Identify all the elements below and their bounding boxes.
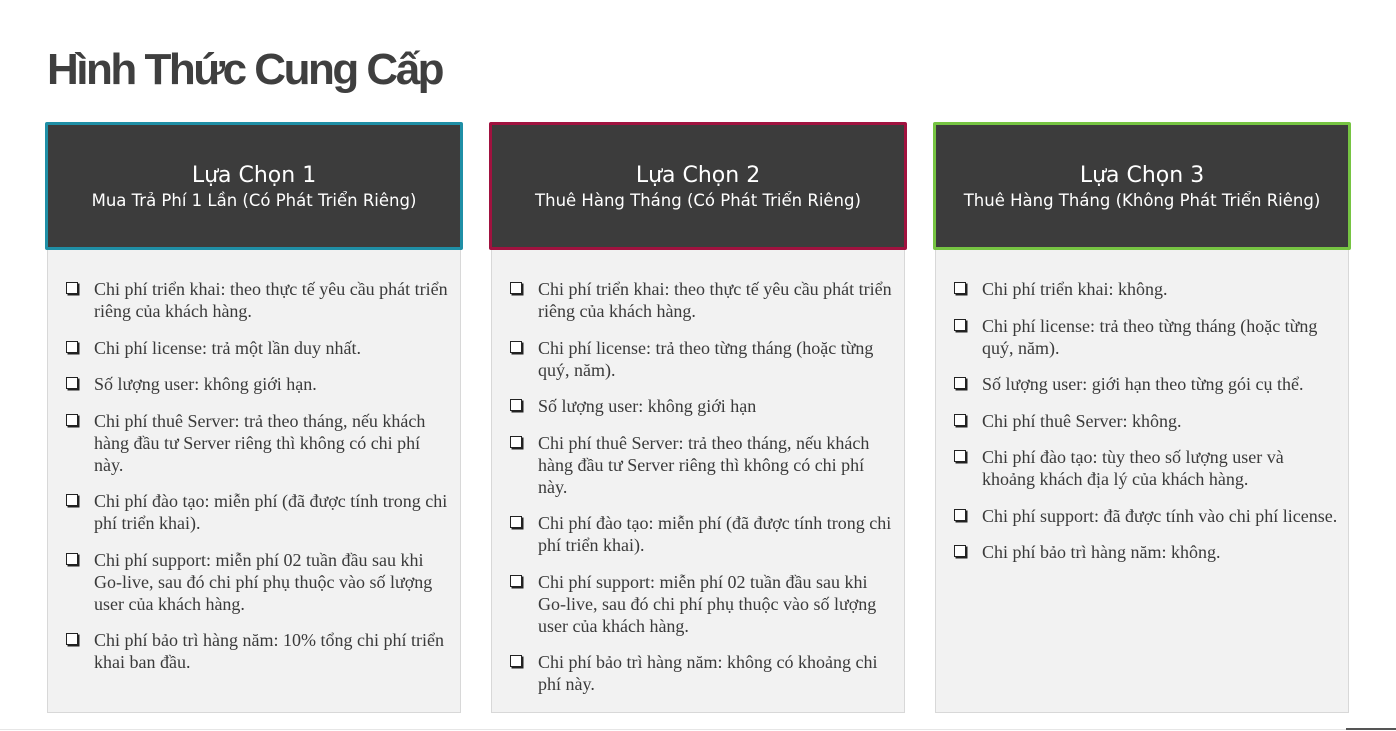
list-item-text: Chi phí đào tạo: miễn phí (đã được tính trong chi phí triển khai). — [538, 513, 892, 555]
list-item — [64, 490, 450, 534]
list-item-text: Chi phí bảo trì hàng năm: không có khoảng chi phí này. — [538, 652, 878, 694]
option-title: Lựa Chọn 3 — [1079, 163, 1205, 188]
option-title: Lựa Chọn 1 — [191, 163, 317, 188]
list-item — [64, 549, 450, 615]
list-item-text: Chi phí license: trả một lần duy nhất. — [94, 337, 361, 358]
list-item — [508, 337, 894, 381]
list-item — [508, 278, 894, 322]
checkbox-icon — [510, 516, 522, 528]
list-item — [64, 629, 450, 673]
footer-divider — [0, 729, 1396, 730]
list-item — [508, 512, 894, 556]
checkbox-icon — [954, 509, 966, 521]
option-card-2 — [489, 122, 907, 713]
checkbox-icon — [66, 494, 78, 506]
checkbox-icon — [510, 575, 522, 587]
list-item-text: Chi phí license: trả theo từng tháng (hoặc từng quý, năm). — [982, 315, 1318, 358]
checkbox-icon — [954, 414, 966, 426]
checkbox-icon — [954, 450, 966, 462]
checkbox-icon — [510, 436, 522, 448]
option-card-body — [491, 250, 905, 713]
checkbox-icon — [66, 553, 78, 565]
checkbox-icon — [66, 377, 78, 389]
list-item — [952, 373, 1338, 395]
list-item-text: Chi phí triển khai: theo thực tế yêu cầu phát triển riêng của khách hàng. — [94, 279, 448, 321]
list-item-text: Số lượng user: không giới hạn — [538, 396, 757, 416]
option-card-1 — [45, 122, 463, 713]
option-item-list — [64, 278, 450, 673]
list-item — [508, 651, 894, 695]
checkbox-icon — [510, 282, 522, 294]
list-item-text: Chi phí bảo trì hàng năm: 10% tổng chi phí triển khai ban đầu. — [94, 630, 444, 672]
list-item — [64, 278, 450, 322]
list-item — [64, 410, 450, 476]
checkbox-icon — [954, 282, 966, 294]
option-subtitle: Thuê Hàng Tháng (Không Phát Triển Riêng) — [963, 191, 1321, 210]
list-item — [952, 410, 1338, 432]
checkbox-icon — [954, 377, 966, 389]
option-card-header — [45, 122, 463, 250]
option-subtitle: Mua Trả Phí 1 Lần (Có Phát Triển Riêng) — [91, 191, 417, 210]
list-item-text: Chi phí triển khai: theo thực tế yêu cầu phát triển riêng của khách hàng. — [538, 279, 892, 321]
list-item-text: Chi phí đào tạo: tùy theo số lượng user và khoảng khách địa lý của khách hàng. — [982, 447, 1284, 489]
option-item-list — [508, 278, 894, 695]
option-card-3 — [933, 122, 1351, 713]
list-item — [952, 505, 1338, 527]
checkbox-icon — [954, 545, 966, 557]
list-item-text: Chi phí license: trả theo từng tháng (hoặc từng quý, năm). — [538, 337, 874, 380]
list-item-text: Chi phí support: đã được tính vào chi phí license. — [982, 505, 1338, 526]
checkbox-icon — [66, 341, 78, 353]
list-item-text: Chi phí thuê Server: không. — [982, 410, 1182, 431]
option-card-body — [935, 250, 1349, 713]
list-item — [952, 278, 1338, 300]
list-item-text: Chi phí thuê Server: trả theo tháng, nếu khách hàng đầu tư Server riêng thì không có chi phí này. — [94, 410, 426, 475]
option-card-header — [489, 122, 907, 250]
list-item-text: Chi phí triển khai: không. — [982, 279, 1168, 299]
list-item — [952, 446, 1338, 490]
list-item-text: Chi phí support: miễn phí 02 tuần đầu sau khi Go-live, sau đó chi phí phụ thuộc vào số lượng user của khách hàng. — [94, 549, 433, 614]
option-item-list — [952, 278, 1338, 563]
list-item — [64, 337, 450, 359]
list-item — [508, 432, 894, 498]
corner-mark — [1346, 728, 1396, 730]
list-item-text: Số lượng user: không giới hạn. — [94, 374, 317, 394]
checkbox-icon — [66, 282, 78, 294]
list-item-text: Chi phí support: miễn phí 02 tuần đầu sau khi Go-live, sau đó chi phí phụ thuộc vào số lượng user của khách hàng. — [538, 571, 877, 636]
checkbox-icon — [510, 341, 522, 353]
list-item — [508, 395, 894, 417]
list-item-text: Chi phí thuê Server: trả theo tháng, nếu khách hàng đầu tư Server riêng thì không có chi phí này. — [538, 432, 870, 497]
option-title: Lựa Chọn 2 — [635, 163, 761, 188]
list-item-text: Số lượng user: giới hạn theo từng gói cụ thể. — [982, 374, 1304, 394]
option-card-body — [47, 250, 461, 713]
page-title: Hình Thức Cung Cấp — [47, 45, 443, 94]
checkbox-icon — [510, 399, 522, 411]
list-item — [952, 315, 1338, 359]
option-subtitle: Thuê Hàng Tháng (Có Phát Triển Riêng) — [535, 191, 861, 210]
checkbox-icon — [66, 414, 78, 426]
list-item — [64, 373, 450, 395]
list-item — [952, 541, 1338, 563]
checkbox-icon — [954, 319, 966, 331]
list-item-text: Chi phí bảo trì hàng năm: không. — [982, 542, 1221, 562]
checkbox-icon — [66, 633, 78, 645]
option-card-header — [933, 122, 1351, 250]
list-item — [508, 571, 894, 637]
checkbox-icon — [510, 655, 522, 667]
list-item-text: Chi phí đào tạo: miễn phí (đã được tính trong chi phí triển khai). — [94, 491, 448, 533]
